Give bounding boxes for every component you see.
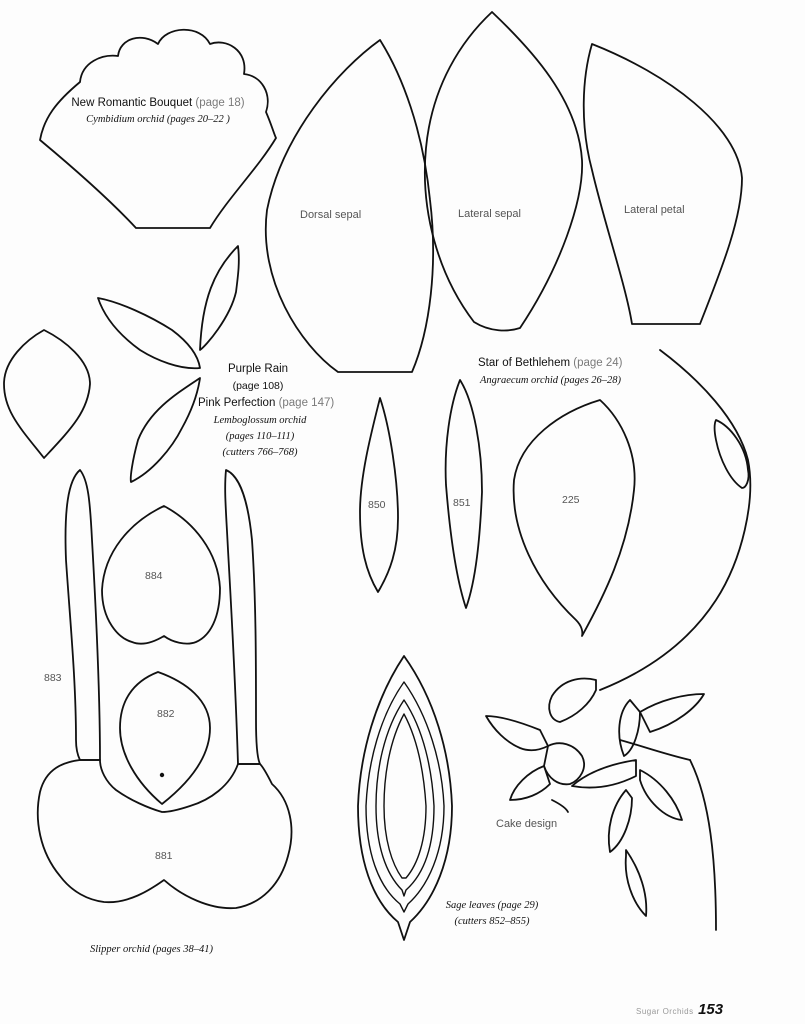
cutter-850-petal-outline	[360, 398, 398, 592]
small-petal-outline	[4, 330, 90, 458]
cutter-851-label: 851	[453, 497, 471, 509]
page-footer	[636, 1001, 723, 1019]
slipper-right-side-petal-outline	[225, 470, 260, 764]
sage-leaf-4-outline	[384, 714, 426, 878]
pink-perfection-line3: (cutters 766–768)	[222, 447, 298, 458]
cutter-225-petal-outline	[514, 400, 635, 636]
lateral-sepal-label: Lateral sepal	[458, 208, 521, 220]
pink-perfection-page-ref: (page 147)	[278, 397, 335, 409]
cutter-882-label: 882	[157, 708, 175, 720]
lateral-petal-label: Lateral petal	[624, 204, 685, 216]
cutter-884-label: 884	[145, 570, 163, 582]
purple-rain-page-ref: (page 108)	[232, 380, 284, 392]
page-number: 153	[698, 1001, 724, 1018]
star-of-bethlehem-title: Star of Bethlehem	[478, 357, 571, 369]
sage-leaves-line2: (cutters 852–855)	[454, 916, 530, 927]
cutter-881-pouch-outline	[38, 760, 292, 908]
cutter-882-dot	[160, 773, 164, 777]
sage-leaf-outer-outline	[358, 656, 452, 940]
star-of-bethlehem-subtitle: Angraecum orchid (pages 26–28)	[480, 375, 622, 386]
sage-leaves-line1: Sage leaves (page 29)	[445, 900, 539, 911]
footer-section-title: Sugar Orchids	[636, 1007, 694, 1016]
pink-perfection-line1: Lemboglossum orchid	[213, 415, 307, 426]
new-romantic-title-line	[40, 97, 276, 110]
cutter-851-petal-outline	[446, 380, 482, 608]
purple-rain-title: Purple Rain	[227, 363, 289, 375]
lateral-sepal-outline	[425, 12, 582, 330]
slipper-orchid-caption: Slipper orchid (pages 38–41)	[90, 944, 213, 955]
cutter-225-label: 225	[562, 494, 580, 506]
new-romantic-petal-outline	[40, 30, 276, 228]
new-romantic-page-ref: (page 18)	[195, 97, 245, 109]
star-of-bethlehem-page-ref: (page 24)	[573, 357, 623, 369]
pink-perfection-upper-leaf-outline	[200, 246, 239, 350]
cake-design-illustration	[486, 350, 750, 930]
lateral-petal-outline	[584, 44, 742, 324]
dorsal-sepal-outline	[266, 40, 433, 372]
star-of-bethlehem-title-line	[478, 357, 623, 370]
dorsal-sepal-label: Dorsal sepal	[300, 209, 362, 221]
cutter-881-label: 881	[155, 850, 173, 862]
cake-design-label: Cake design	[496, 818, 558, 830]
slipper-left-side-petal-outline	[66, 470, 100, 760]
new-romantic-subtitle: Cymbidium orchid (pages 20–22 )	[86, 114, 230, 125]
cutter-882-petal-outline	[120, 672, 210, 804]
new-romantic-title: New Romantic Bouquet	[71, 97, 193, 109]
cutter-850-label: 850	[368, 499, 386, 511]
pink-perfection-line2: (pages 110–111)	[225, 431, 295, 442]
pink-perfection-left-leaf-outline	[98, 298, 200, 368]
pink-perfection-title-line	[198, 397, 334, 410]
pink-perfection-title: Pink Perfection	[198, 397, 276, 409]
pink-perfection-lower-leaf-outline	[131, 378, 200, 482]
cutter-883-label: 883	[44, 672, 62, 684]
